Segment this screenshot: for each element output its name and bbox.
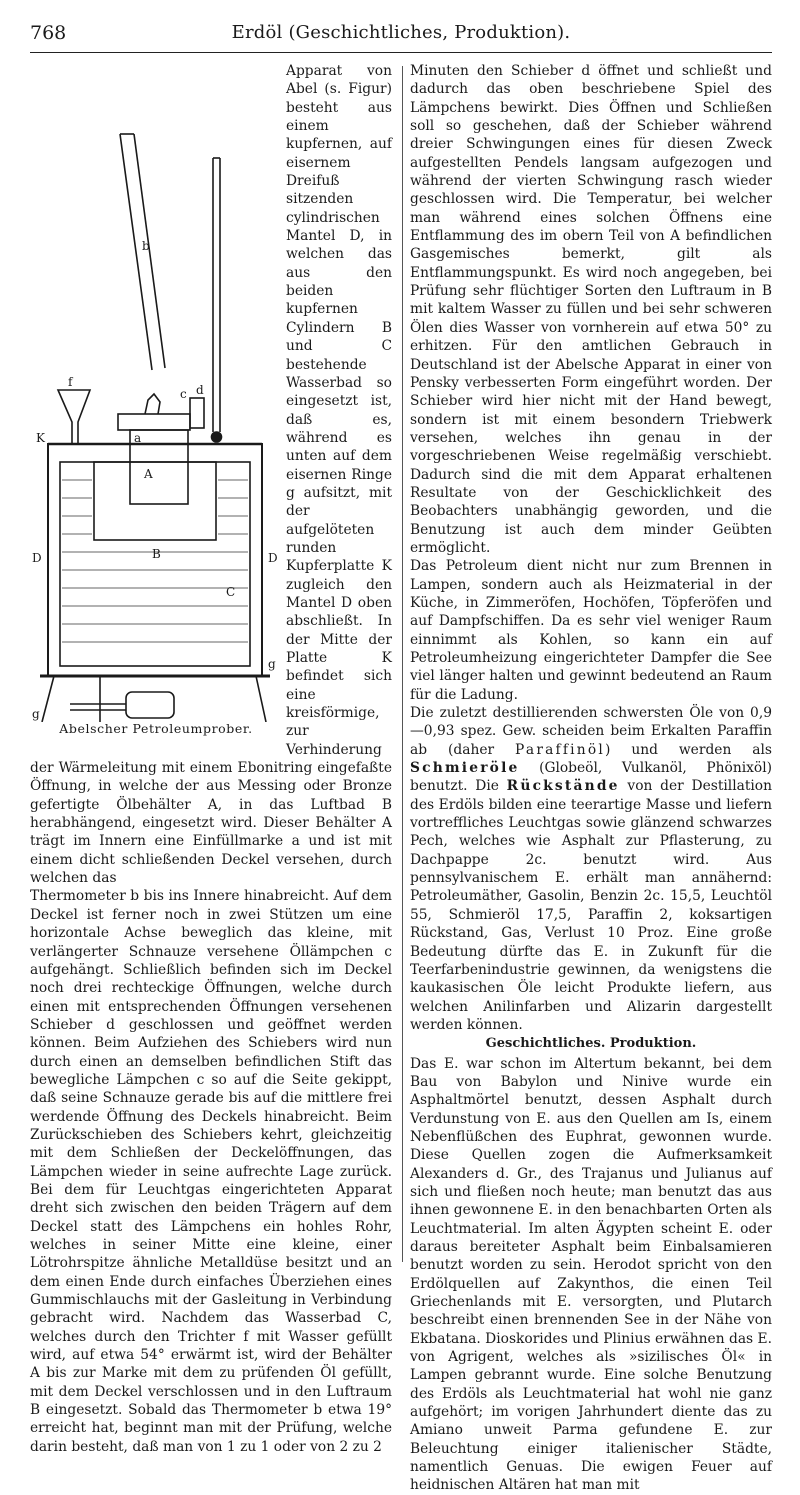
label-K: K — [36, 431, 45, 445]
paragraph-apparatus-continued: Thermometer b bis ins Innere hinabreicht. Auf dem Deckel ist ferner noch in zwei Stützen um eine horizontale Achse beweglich das kleine, mit verlängerter Schnauze versehene Öllämpchen c aufgehängt. Schließlich befinden sich im Deckel noch drei rechteckige Öffnungen, welche durch einen mit entsprechenden Öffnungen versehenen Schieber d geschlossen und geöffnet werden können. Beim Aufziehen des Schiebers wird nun durch einen an demselben befindlichen Stift das bewegliche Lämpchen c so auf die Seite gekippt, daß seine Schnauze gerade bis auf die mittlere frei werdende Öffnung des Deckels hinabreicht. Beim Zurückschieben des Schiebers kehrt, gleichzeitig mit dem Schließen der Deckelöffnungen, das Lämpchen wieder in seine aufrechte Lage zurück. Bei dem für Leuchtgas eingerichteten Apparat dreht sich zwischen den beiden Trägern auf dem Deckel statt des Lämpchens ein hohles Rohr, welches in seiner Mitte eine kleine, einer Lötrohrspitze ähnliche Metalldüse besitzt und an dem einen Ende durch einfaches Überziehen eines Gummischlauchs mit der Gasleitung in Verbindung gebracht wird. Nachdem das Wasserbad C, welches durch den Trichter f mit Wasser gefüllt wird, auf etwa 54° erwärmt ist, wird der Behälter A bis zur Marke mit dem zu prüfenden Öl gefüllt, mit dem Deckel verschlossen und in den Luftraum B eingesetzt. Sobald das Thermometer b etwa 19° erreicht hat, beginnt man mit der Prüfung, welche darin besteht, daß man von 1 zu 1 oder von 2 zu 2 — [30, 888, 392, 1455]
label-g-right: g — [268, 657, 276, 671]
label-C: C — [226, 585, 236, 599]
label-A: A — [144, 467, 153, 481]
term-paraffinoel: Paraffinöl — [515, 741, 605, 758]
text-fragment: ) und werden als — [605, 741, 772, 758]
figure-caption: Abelscher Petroleumprober. — [59, 721, 253, 736]
label-D-left: D — [32, 551, 42, 565]
paragraph-heating-use: Das Petroleum dient nicht nur zum Brennen in Lampen, sondern auch als Heizmaterial in der Küche, in Zimmeröfen, Hochöfen, Töpferöfen und auf Dampfschiffen. Da es sehr viel weniger Raum einnimmt als Kohlen, so kann ein auf Petroleumheizung eingerichteter Dampfer die See viel länger halten und gewinnt bedeutend an Raum für die Ladung. — [410, 558, 772, 703]
label-c: c — [180, 387, 187, 401]
column-separator — [402, 66, 403, 1262]
text-fragment: Die zuletzt destillierenden schwersten Öle von 0,9—0,93 spez. Gew. scheiden beim Erkalten Paraffin ab (daher — [410, 705, 772, 758]
term-schmieroele: Schmieröle — [410, 760, 520, 777]
figure-petroleum-tester — [30, 62, 278, 746]
left-column — [30, 62, 392, 1456]
running-head: Erdöl (Geschichtliches, Produktion). — [231, 22, 571, 43]
label-B: B — [152, 547, 161, 561]
paragraph-testing-procedure: Minuten den Schieber d öffnet und schließt und dadurch das oben beschriebene Spiel des Lämpchens bewirkt. Dies Öffnen und Schließen soll so geschehen, daß der Schieber während dreier Schwingungen eines für diesen Zweck aufgestellten Pendels langsam aufgezogen und während der vierten Schwingung rasch wieder geschlossen wird. Die Temperatur, bei welcher man während eines solchen Öffnens eine Entflammung des im obern Teil von A befindlichen Gasgemisches bemerkt, gilt als Entflammungspunkt. Es wird noch angegeben, bei Prüfung sehr flüchtiger Sorten den Luftraum in B mit kaltem Wasser zu füllen und bei sehr schweren Ölen dies Wasser von vornherein auf etwa 50° zu erhitzen. Für den amtlichen Gebrauch in Deutschland ist der Abelsche Apparat in einer von Pensky verbesserten Form eingeführt worden. Der Schieber wird hier nicht mit der Hand bewegt, sondern ist mit einem besondern Triebwerk versehen, welches ihn genau in der vorgeschriebenen Weise regelmäßig verschiebt. Dadurch sind die mit dem Apparat erhaltenen Resultate von der Geschicklichkeit des Beobachters unabhängig geworden, und die Benutzung ist auch dem minder Geübten ermöglicht. — [410, 63, 772, 556]
label-d: d — [196, 383, 204, 397]
apparatus-illustration — [30, 132, 278, 722]
paragraph-history: Das E. war schon im Altertum bekannt, bei dem Bau von Babylon und Ninive wurde ein Asphaltmörtel benutzt, dessen Asphalt durch Verdunstung von E. aus den Quellen am Is, einem Nebenflüßchen des Euphrat, gewonnen wurde. Diese Quellen zogen die Aufmerksamkeit Alexanders d. Gr., des Trajanus und Julianus auf sich und fließen noch heute; man benutzt das aus ihnen gewonnene E. in den benachbarten Orten als Leuchtmaterial. Im alten Ägypten scheint E. oder daraus bereiteter Asphalt beim Einbalsamieren benutzt worden zu sein. Herodot spricht von den Erdölquellen auf Zakynthos, die einen Teil Griechenlands mit E. versorgten, und Plutarch beschreibt einen brennenden See in der Nähe von Ekbatana. Dioskorides und Plinius erwähnen das E. von Agrigent, welches als »sizilisches Öl« in Lampen gebrannt wurde. Eine solche Benutzung des Erdöls als Leuchtmaterial hat wohl nie ganz aufgehört; im vorigen Jahrhundert diente das zu Amiano unweit Parma gefundene E. zur Beleuchtung einiger italienischer Städte, namentlich Genuas. Die ewigen Feuer auf heidnischen Altären hat man mit — [410, 1055, 772, 1494]
text-fragment: (Globeöl, Vulkanöl, Phönixöl) benutzt. Die — [410, 760, 772, 795]
text-fragment: von der Destillation des Erdöls bilden eine teerartige Masse und liefern vortreffliches Leuchtgas sowie glänzend schwarzes Pech, welches wie Asphalt zur Pflasterung, zu Dachpappe 2c. benutzt wird. Aus pennsylvanischem E. erhält man annähernd: Petroleumäther, Gasolin, Benzin 2c. 15,5, Leuchtöl 55, Schmieröl 17,5, Paraffin 2, koksartigen Rückstand, Gas, Verlust 10 Proz. Eine große Bedeutung dürfte das E. in Zukunft für die Teerfarbenindustrie gewinnen, da wenigstens die kaukasischen Öle leicht Produkte liefern, aus welchen Anilinfarben und Alizarin dargestellt werden können. — [410, 778, 772, 1033]
term-rueckstaende: Rückstände — [506, 778, 620, 795]
label-D-right: D — [268, 551, 278, 565]
page-header — [30, 22, 772, 48]
paragraph-residues — [410, 704, 772, 1034]
right-column — [410, 62, 772, 1495]
label-f: f — [68, 375, 73, 389]
section-heading: Geschichtliches. Produktion. — [485, 1036, 697, 1052]
page-number: 768 — [30, 22, 67, 44]
label-g-left: g — [32, 707, 40, 721]
label-b: b — [142, 239, 150, 253]
header-rule — [30, 52, 772, 53]
paragraph-apparatus-intro: Apparat von Abel (s. Figur) besteht aus einem kupfernen, auf eisernem Dreifuß sitzenden cylindrischen Mantel D, in welchen das aus den beiden kupfernen Cylindern B und C bestehende Wasserbad so eingesetzt ist, daß es, während es unten auf dem eisernen Ringe g aufsitzt, mit der aufgelöteten runden Kupferplatte K zugleich den Mantel D oben abschließt. In der Mitte der Platte K befindet sich eine kreisförmige, zur Verhinderung der Wärmeleitung mit einem Ebonitring eingefaßte Öffnung, in welche der aus Messing oder Bronze gefertigte Ölbehälter A, in das Luftbad B herabhängend, eingesetzt wird. Dieser Behälter A trägt im Innern eine Einfüllmarke a und ist mit einem dicht schließenden Deckel versehen, durch welchen das — [30, 63, 392, 887]
label-a: a — [134, 431, 142, 445]
